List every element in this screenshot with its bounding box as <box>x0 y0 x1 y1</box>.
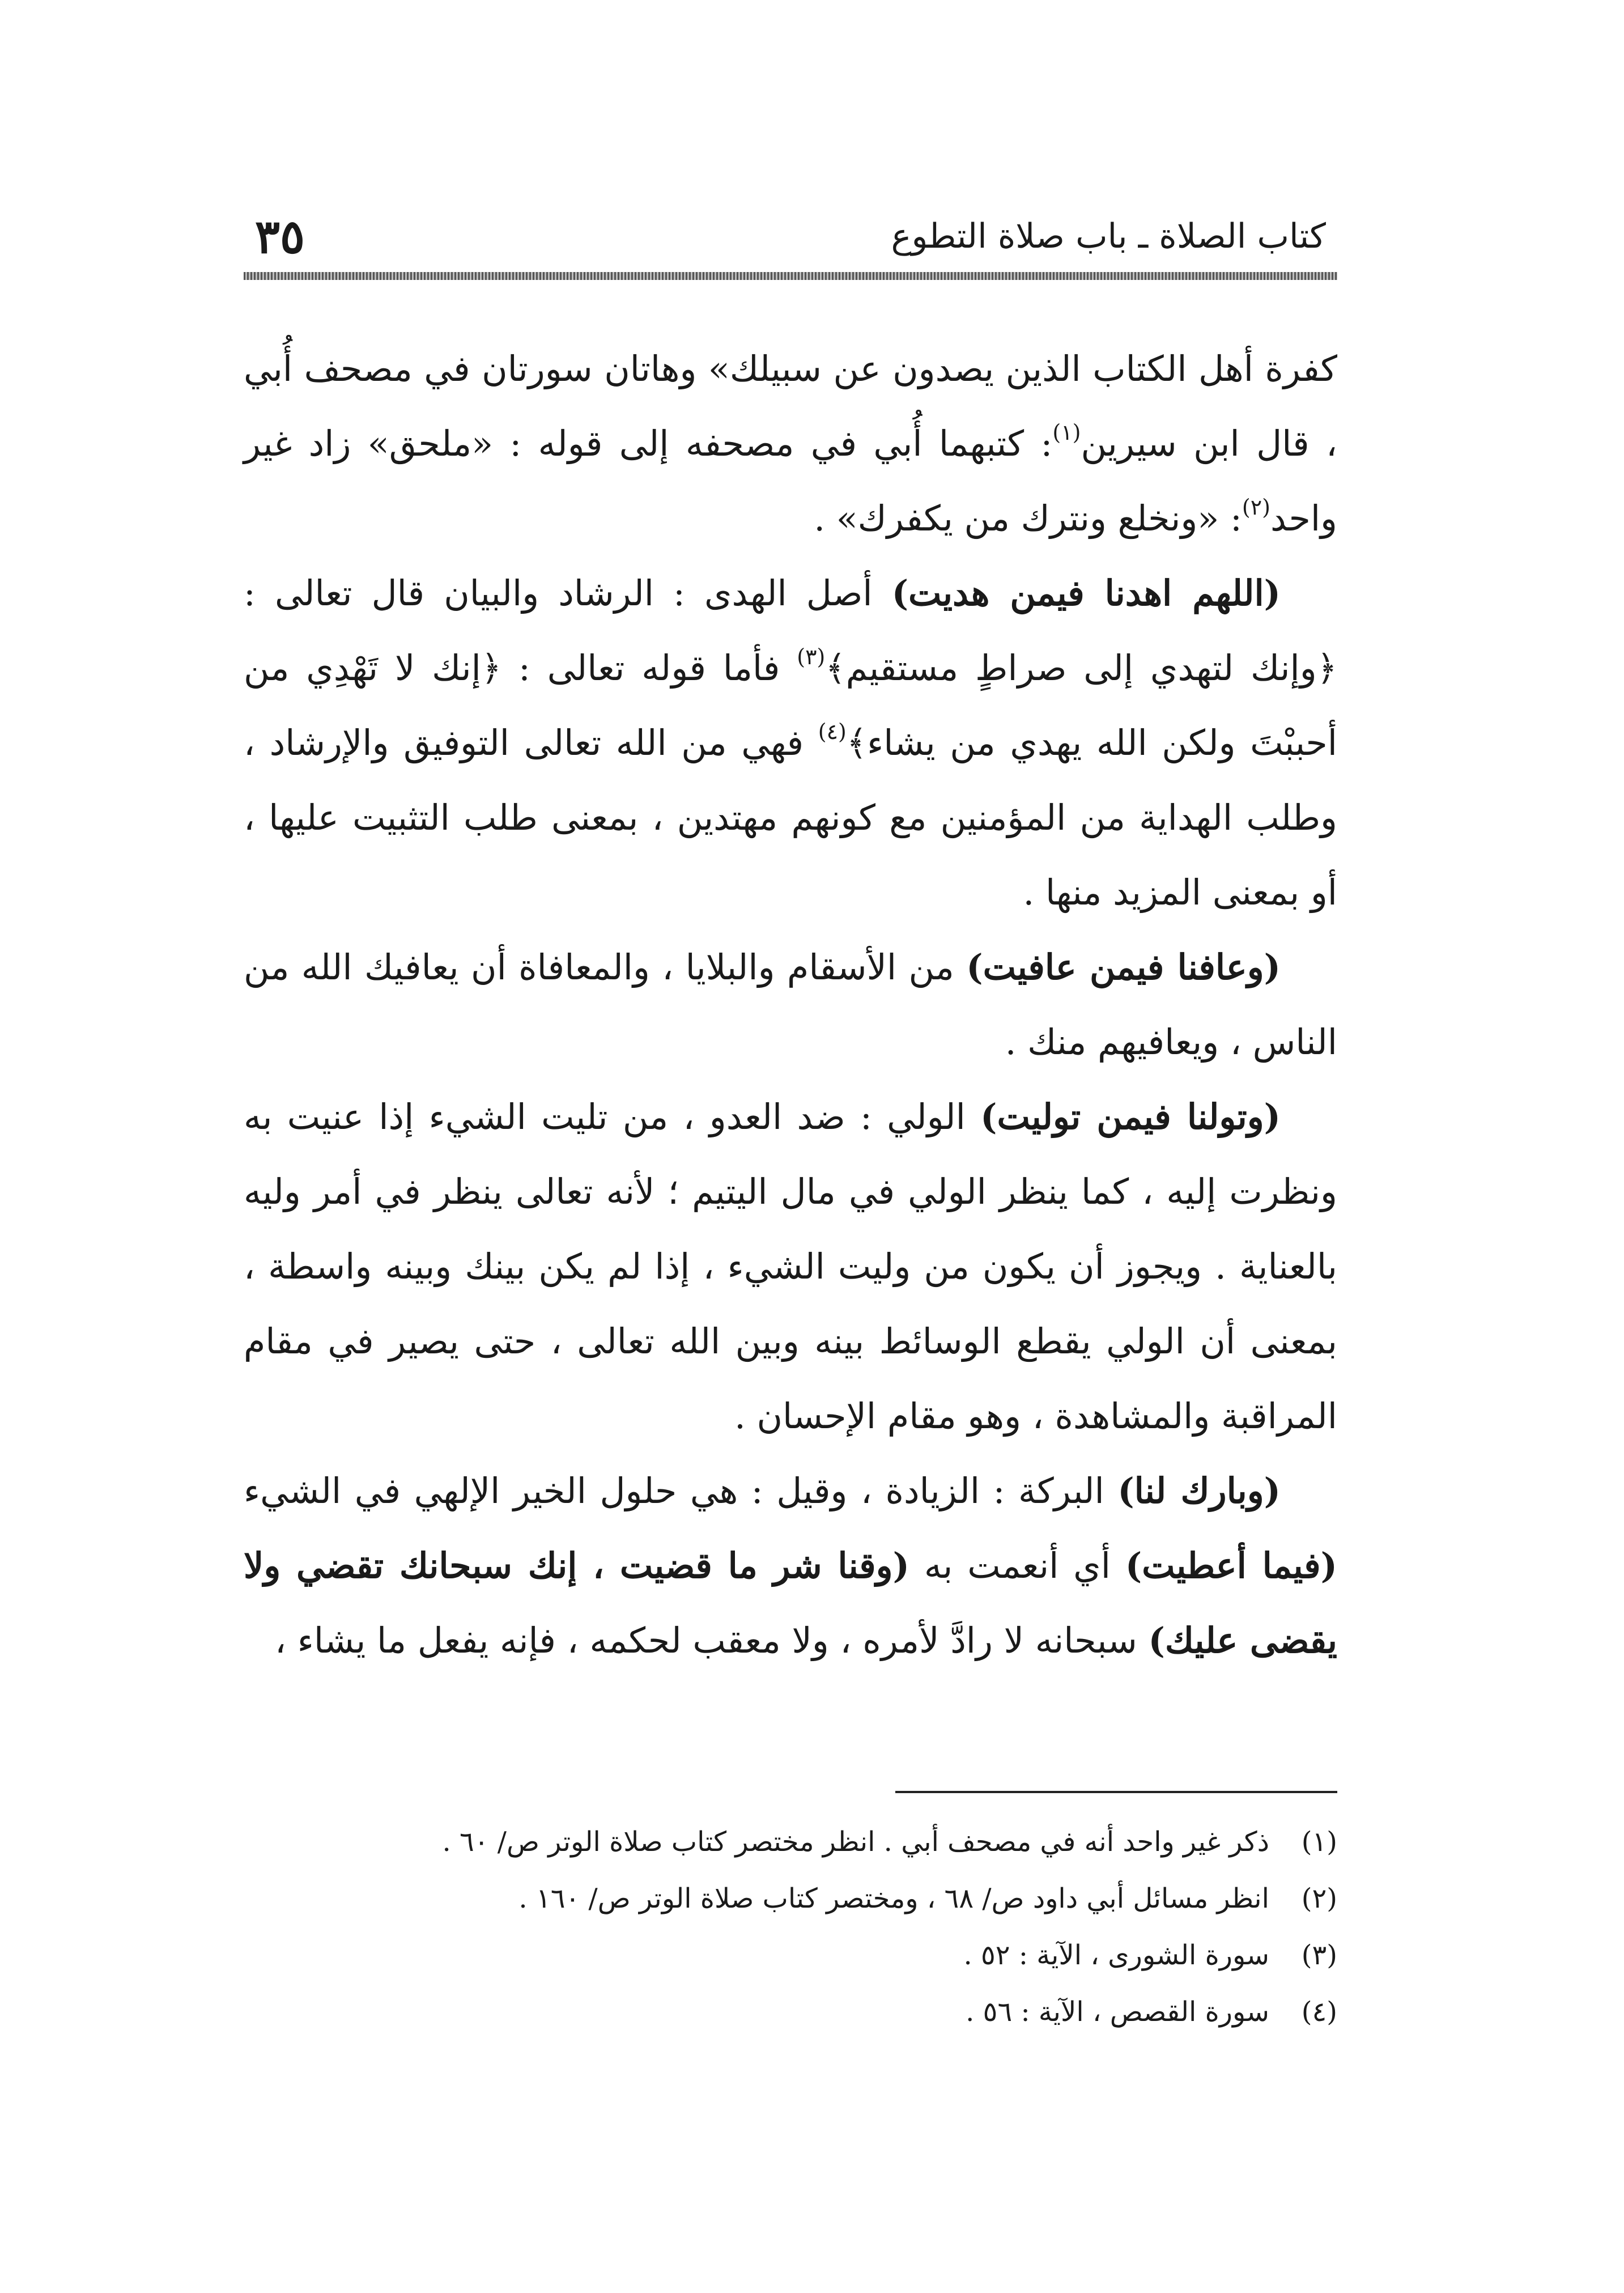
footnote <box>244 1814 1337 1870</box>
bold-phrase: (اللهم اهدنا فيمن هديت) <box>891 572 1281 614</box>
footnote-number: (٤) <box>1301 1996 1337 2028</box>
bold-phrase: (وتولنا فيمن توليت) <box>980 1096 1281 1137</box>
footnotes <box>244 1814 1337 2040</box>
footnote-text: ذكر غير واحد أنه في مصحف أبي . انظر مختصر كتاب صلاة الوتر ص/ ٦٠ . <box>442 1826 1269 1858</box>
bold-phrase: (وبارك لنا) <box>1117 1470 1281 1511</box>
paragraph-4 <box>244 1080 1337 1454</box>
text-run: من الأسقام والبلايا ، والمعافاة أن يعافيك الله من الناس ، ويعافيهم منك . <box>244 946 1337 1063</box>
header-rule <box>244 272 1337 280</box>
footnote <box>244 1984 1337 2040</box>
text-run: كفرة أهل الكتاب الذين يصدون عن سبيلك» وهاتان سورتان في مصحف أُبي ، قال ابن سيرين <box>244 348 1337 464</box>
footnote-ref-4: (٤) <box>818 719 847 745</box>
paragraph-5 <box>244 1454 1337 1678</box>
main-text <box>244 332 1337 1678</box>
text-run: البركة : الزيادة ، وقيل : هي حلول الخير الإلهي في الشيء <box>244 1470 1118 1511</box>
page-header <box>244 204 1337 289</box>
footnote-ref-1: (١) <box>1052 420 1081 445</box>
footnote-ref-3: (٣) <box>797 644 826 670</box>
text-run: الولي : ضد العدو ، من تليت الشيء إذا عنيت به ونظرت إليه ، كما ينظر الولي في مال اليتيم ؛ لأنه تعالى ينظر في أمر وليه بالعناية . ويجوز أن يكون من وليت الشيء ، إذا لم يكن بينك وبينه واسطة ، بمعنى أن الولي يقطع الوسائط بينه وبين الله تعالى ، حتى يصير في مقام المراقبة والمشاهدة ، وهو مقام الإحسان . <box>244 1096 1337 1437</box>
footnote <box>244 1927 1337 1984</box>
text-run: : «ونخلع ونترك من يكفرك» . <box>814 498 1242 539</box>
running-title: كتاب الصلاة ـ باب صلاة التطوع <box>891 216 1326 256</box>
footnote-ref-2: (٢) <box>1242 495 1270 520</box>
page-number: ٣٥ <box>255 210 305 264</box>
text-run: سبحانه لا رادَّ لأمره ، ولا معقب لحكمه ، فإنه يفعل ما يشاء ، <box>275 1620 1149 1661</box>
bold-phrase: (وعافنا فيمن عافيت) <box>966 946 1281 988</box>
footnote-separator <box>895 1791 1337 1793</box>
footnote-text: سورة الشورى ، الآية : ٥٢ . <box>963 1939 1269 1971</box>
text-run: : كتبهما أُبي في مصحفه إلى قوله : «ملحق» زاد غير واحد <box>244 423 1337 539</box>
footnote-number: (٣) <box>1301 1939 1337 1971</box>
paragraph-2 <box>244 556 1337 930</box>
paragraph-1 <box>244 332 1337 556</box>
text-run: فهي من الله تعالى التوفيق والإرشاد ، وطلب الهداية من المؤمنين مع كونهم مهتدين ، بمعنى طلب التثبيت عليها ، أو بمعنى المزيد منها . <box>244 722 1337 913</box>
footnote-text: انظر مسائل أبي داود ص/ ٦٨ ، ومختصر كتاب صلاة الوتر ص/ ١٦٠ . <box>518 1883 1269 1914</box>
text-run: فأما قوله تعالى : ﴿إنك لا تَهْدِي من أحببْتَ ولكن الله يهدي من يشاء﴾ <box>244 647 1337 763</box>
text-run: أي أنعمت به <box>909 1545 1125 1586</box>
footnote-text: سورة القصص ، الآية : ٥٦ . <box>966 1996 1269 2028</box>
book-page <box>244 204 1337 2216</box>
text-run: أصل الهدى : الرشاد والبيان قال تعالى : ﴿وإنك لتهدي إلى صراطٍ مستقيم﴾ <box>244 572 1337 689</box>
footnote-number: (١) <box>1301 1826 1337 1858</box>
bold-phrase: (فيما أعطيت) <box>1125 1545 1337 1586</box>
footnote <box>244 1870 1337 1927</box>
footnote-number: (٢) <box>1301 1883 1337 1914</box>
bold-phrase: (وقنا شر ما قضيت ، إنك سبحانك تقضي ولا يقضى عليك) <box>244 1545 1337 1661</box>
paragraph-3 <box>244 930 1337 1080</box>
